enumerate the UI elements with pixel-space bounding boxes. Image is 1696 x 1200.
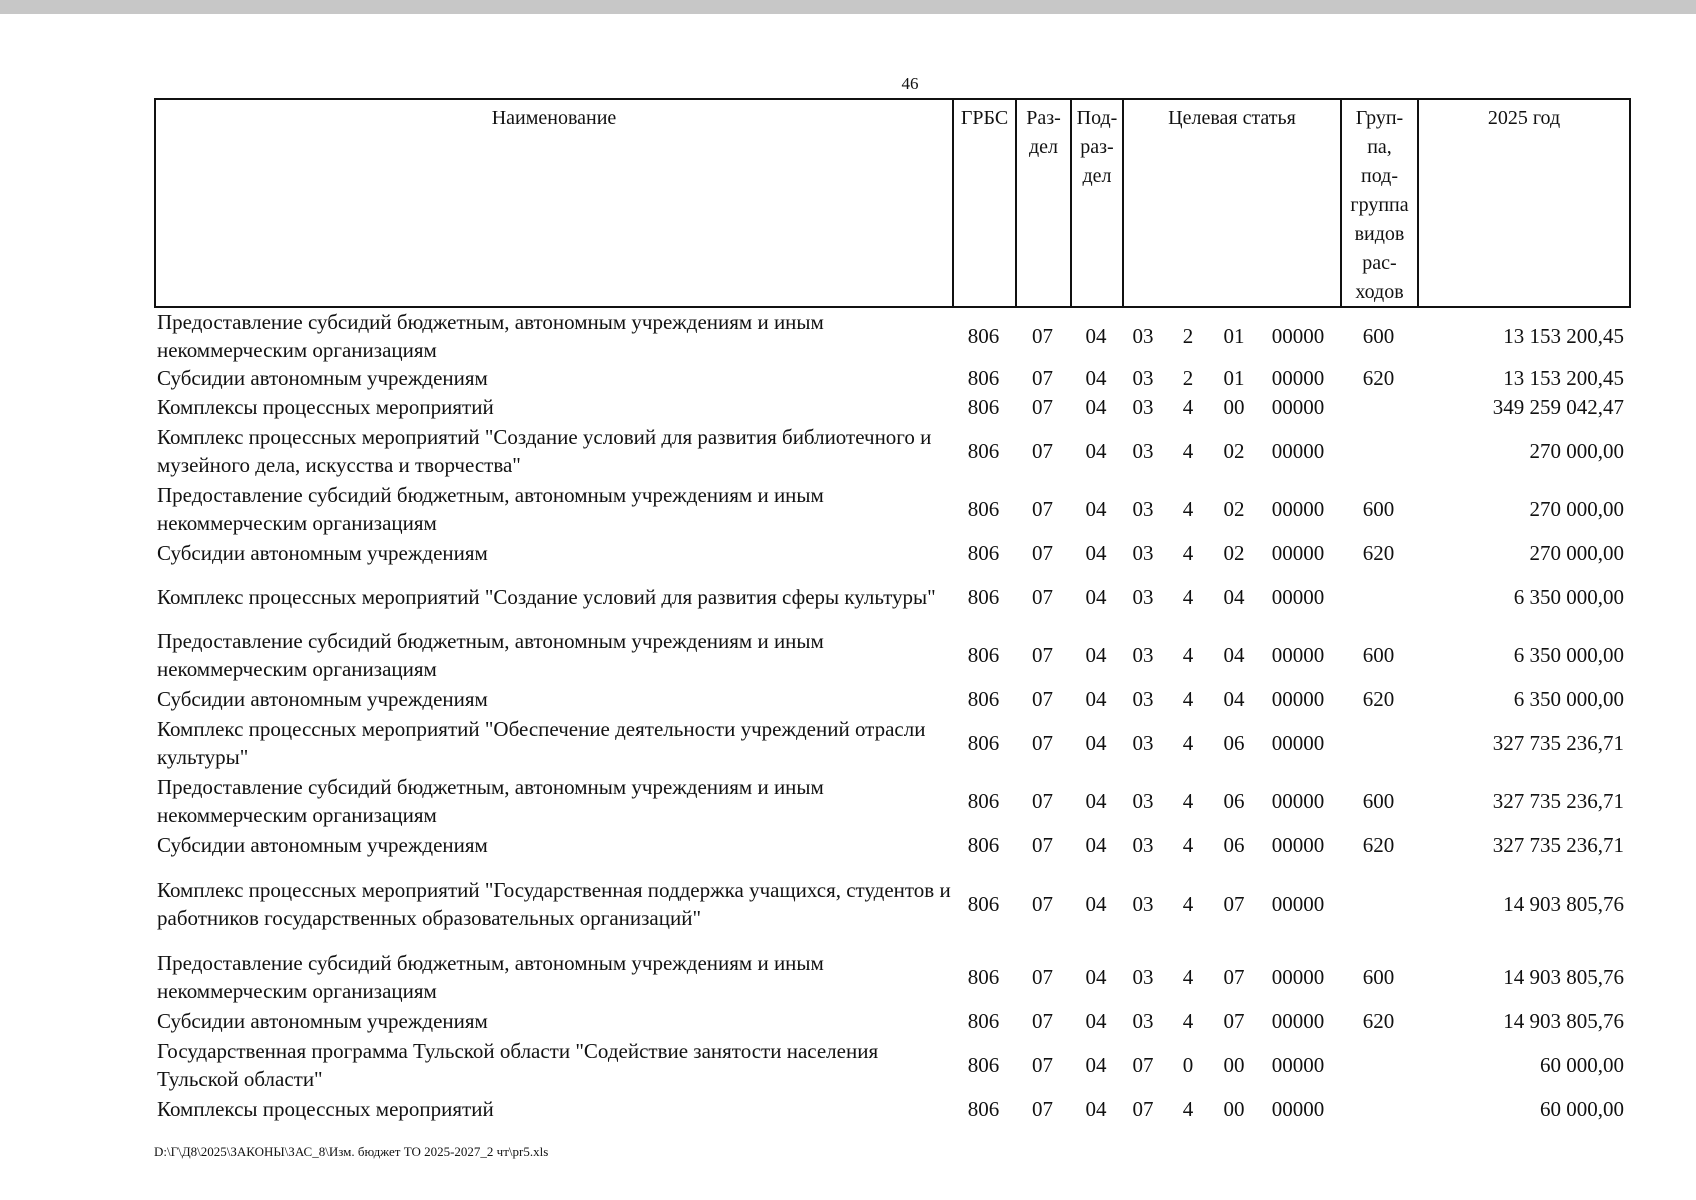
row-razdel: 07 — [1032, 730, 1053, 755]
table-row — [154, 363, 1631, 392]
row-sum: 6 350 000,00 — [1513, 686, 1624, 711]
row-sum: 60 000,00 — [1540, 1096, 1624, 1121]
row-name: Субсидии автономным учреждениям — [157, 686, 488, 711]
row-grbs: 806 — [967, 686, 1000, 711]
table-row — [154, 713, 1631, 772]
row-sum: 327 735 236,71 — [1492, 832, 1624, 857]
row-razdel: 07 — [1032, 438, 1053, 463]
row-grbs: 806 — [967, 730, 1000, 755]
row-celevaya: 03 4 07 00000 — [1132, 891, 1325, 916]
row-celevaya: 03 4 02 00000 — [1132, 497, 1325, 521]
row-razdel: 07 — [1032, 1008, 1053, 1033]
row-razdel: 07 — [1032, 394, 1053, 419]
header-grbs: ГРБС — [954, 100, 1017, 306]
row-sum: 13 153 200,45 — [1503, 323, 1624, 348]
row-razdel: 07 — [1032, 584, 1053, 609]
row-celevaya: 03 4 07 00000 — [1132, 1008, 1325, 1033]
row-name: Предоставление субсидий бюджетным, автономным учреждениям и иным некоммерческим организациям — [157, 309, 824, 362]
row-name: Субсидии автономным учреждениям — [157, 540, 488, 565]
table-row — [154, 1094, 1631, 1123]
row-podrazdel: 04 — [1085, 730, 1107, 755]
row-celevaya: 03 4 02 00000 — [1132, 540, 1325, 565]
row-podrazdel: 04 — [1085, 832, 1107, 857]
header-year: 2025 год — [1487, 107, 1561, 129]
row-podrazdel: 04 — [1085, 1096, 1107, 1121]
row-sum: 349 259 042,47 — [1492, 394, 1624, 419]
row-sum: 270 000,00 — [1529, 497, 1624, 521]
table-row — [154, 1035, 1631, 1094]
row-celevaya: 03 4 06 00000 — [1132, 789, 1325, 813]
row-grbs: 806 — [967, 584, 1000, 609]
row-vr: 620 — [1362, 832, 1395, 857]
row-podrazdel: 04 — [1085, 643, 1107, 667]
row-podrazdel: 04 — [1085, 394, 1107, 419]
table-row — [154, 567, 1631, 626]
header-razdel: Раз- дел — [1017, 100, 1072, 306]
table-row — [154, 859, 1631, 948]
row-razdel: 07 — [1032, 832, 1053, 857]
row-grbs: 806 — [967, 394, 1000, 419]
row-celevaya: 03 4 04 00000 — [1132, 643, 1325, 667]
row-name: Комплексы процессных мероприятий — [157, 394, 494, 419]
row-name: Субсидии автономным учреждениям — [157, 365, 488, 390]
scan-top-edge — [0, 0, 1696, 14]
row-podrazdel: 04 — [1085, 789, 1107, 813]
row-vr: 620 — [1362, 540, 1395, 565]
row-grbs: 806 — [967, 891, 1000, 916]
row-sum: 60 000,00 — [1540, 1052, 1624, 1077]
row-celevaya: 03 2 01 00000 — [1132, 323, 1325, 348]
row-grbs: 806 — [967, 365, 1000, 390]
row-sum: 270 000,00 — [1529, 438, 1624, 463]
row-celevaya: 03 4 00 00000 — [1132, 394, 1325, 419]
row-razdel: 07 — [1032, 323, 1053, 348]
table-row — [154, 830, 1631, 859]
row-celevaya: 03 4 02 00000 — [1132, 438, 1325, 463]
row-vr: 600 — [1362, 643, 1395, 667]
row-sum: 6 350 000,00 — [1513, 584, 1624, 609]
row-grbs: 806 — [967, 1096, 1000, 1121]
table-row — [154, 480, 1631, 538]
header-name: Наименование — [156, 100, 954, 306]
table-row — [154, 1006, 1631, 1035]
row-grbs: 806 — [967, 323, 1000, 348]
row-name: Комплекс процессных мероприятий "Государственная поддержка учащихся, студентов и работников государственных образовательных организаций" — [157, 877, 951, 930]
row-sum: 14 903 805,76 — [1503, 891, 1624, 916]
row-podrazdel: 04 — [1085, 323, 1107, 348]
row-celevaya: 03 4 06 00000 — [1132, 730, 1325, 755]
row-razdel: 07 — [1032, 1096, 1053, 1121]
file-path-footer: D:\Г\Д8\2025\ЗАКОНЫ\ЗАС_8\Изм. бюджет ТО 2025-2027_2 чт\pr5.xls — [154, 1144, 549, 1159]
table-row — [154, 421, 1631, 480]
table-row — [154, 308, 1631, 363]
row-grbs: 806 — [967, 643, 1000, 667]
row-name: Комплекс процессных мероприятий "Обеспечение деятельности учреждений отрасли культуры" — [157, 716, 926, 769]
header-gruppa-vidov-rashodov: Груп- па, под- группа видов рас- ходов — [1342, 100, 1419, 306]
row-name: Предоставление субсидий бюджетным, автономным учреждениям и иным некоммерческим организациям — [157, 483, 824, 535]
row-name: Предоставление субсидий бюджетным, автономным учреждениям и иным некоммерческим организациям — [157, 775, 824, 827]
row-razdel: 07 — [1032, 643, 1053, 667]
row-sum: 327 735 236,71 — [1492, 730, 1624, 755]
table-row — [154, 684, 1631, 713]
row-name: Предоставление субсидий бюджетным, автономным учреждениям и иным некоммерческим организациям — [157, 951, 824, 1003]
row-podrazdel: 04 — [1085, 365, 1107, 390]
row-vr: 600 — [1362, 497, 1395, 521]
row-sum: 14 903 805,76 — [1503, 965, 1624, 989]
row-name: Субсидии автономным учреждениям — [157, 1008, 488, 1033]
row-celevaya: 03 2 01 00000 — [1132, 365, 1325, 390]
row-vr: 600 — [1362, 965, 1395, 989]
row-podrazdel: 04 — [1085, 540, 1107, 565]
row-vr: 600 — [1362, 789, 1395, 813]
row-sum: 13 153 200,45 — [1503, 365, 1624, 390]
row-grbs: 806 — [967, 1008, 1000, 1033]
row-razdel: 07 — [1032, 789, 1053, 813]
table-body — [154, 308, 1631, 1123]
row-grbs: 806 — [967, 965, 1000, 989]
row-podrazdel: 04 — [1085, 965, 1107, 989]
row-podrazdel: 04 — [1085, 438, 1107, 463]
row-grbs: 806 — [967, 789, 1000, 813]
row-podrazdel: 04 — [1085, 891, 1107, 916]
row-grbs: 806 — [967, 497, 1000, 521]
row-celevaya: 03 4 06 00000 — [1132, 832, 1325, 857]
row-name: Государственная программа Тульской области "Содействие занятости населения Тульской области" — [157, 1038, 879, 1091]
row-vr: 620 — [1362, 686, 1395, 711]
row-sum: 6 350 000,00 — [1513, 643, 1624, 667]
row-celevaya: 03 4 04 00000 — [1132, 584, 1325, 609]
row-vr: 600 — [1362, 323, 1395, 348]
row-sum: 270 000,00 — [1529, 540, 1624, 565]
row-grbs: 806 — [967, 438, 1000, 463]
row-celevaya: 07 0 00 00000 — [1132, 1052, 1325, 1077]
row-razdel: 07 — [1032, 686, 1053, 711]
table-row — [154, 538, 1631, 567]
row-celevaya: 03 4 07 00000 — [1132, 965, 1325, 989]
row-celevaya: 03 4 04 00000 — [1132, 686, 1325, 711]
row-razdel: 07 — [1032, 965, 1053, 989]
row-razdel: 07 — [1032, 497, 1053, 521]
row-podrazdel: 04 — [1085, 584, 1107, 609]
row-name: Комплексы процессных мероприятий — [157, 1096, 494, 1121]
row-name: Субсидии автономным учреждениям — [157, 832, 488, 857]
row-podrazdel: 04 — [1085, 1052, 1107, 1077]
row-name: Комплекс процессных мероприятий "Создание условий для развития библиотечного и музейного дела, искусства и творчества" — [157, 424, 932, 477]
row-grbs: 806 — [967, 832, 1000, 857]
page-number: 46 — [901, 74, 919, 93]
table-row — [154, 948, 1631, 1006]
table-row — [154, 626, 1631, 684]
row-vr: 620 — [1362, 1008, 1395, 1033]
row-podrazdel: 04 — [1085, 497, 1107, 521]
row-razdel: 07 — [1032, 540, 1053, 565]
row-sum: 14 903 805,76 — [1503, 1008, 1624, 1033]
header-celevaya-statya: Целевая статья — [1124, 100, 1342, 306]
row-razdel: 07 — [1032, 365, 1053, 390]
row-podrazdel: 04 — [1085, 1008, 1107, 1033]
row-name: Предоставление субсидий бюджетным, автономным учреждениям и иным некоммерческим организациям — [157, 629, 824, 681]
row-grbs: 806 — [967, 540, 1000, 565]
header-podrazdel: Под- раз- дел — [1072, 100, 1124, 306]
row-sum: 327 735 236,71 — [1492, 789, 1624, 813]
row-razdel: 07 — [1032, 1052, 1053, 1077]
row-name: Комплекс процессных мероприятий "Создание условий для развития сферы культуры" — [157, 584, 936, 609]
table-header — [154, 98, 1631, 308]
table-row — [154, 772, 1631, 830]
row-vr: 620 — [1362, 365, 1395, 390]
row-razdel: 07 — [1032, 891, 1053, 916]
row-podrazdel: 04 — [1085, 686, 1107, 711]
table-row — [154, 392, 1631, 421]
row-grbs: 806 — [967, 1052, 1000, 1077]
row-celevaya: 07 4 00 00000 — [1132, 1096, 1325, 1121]
